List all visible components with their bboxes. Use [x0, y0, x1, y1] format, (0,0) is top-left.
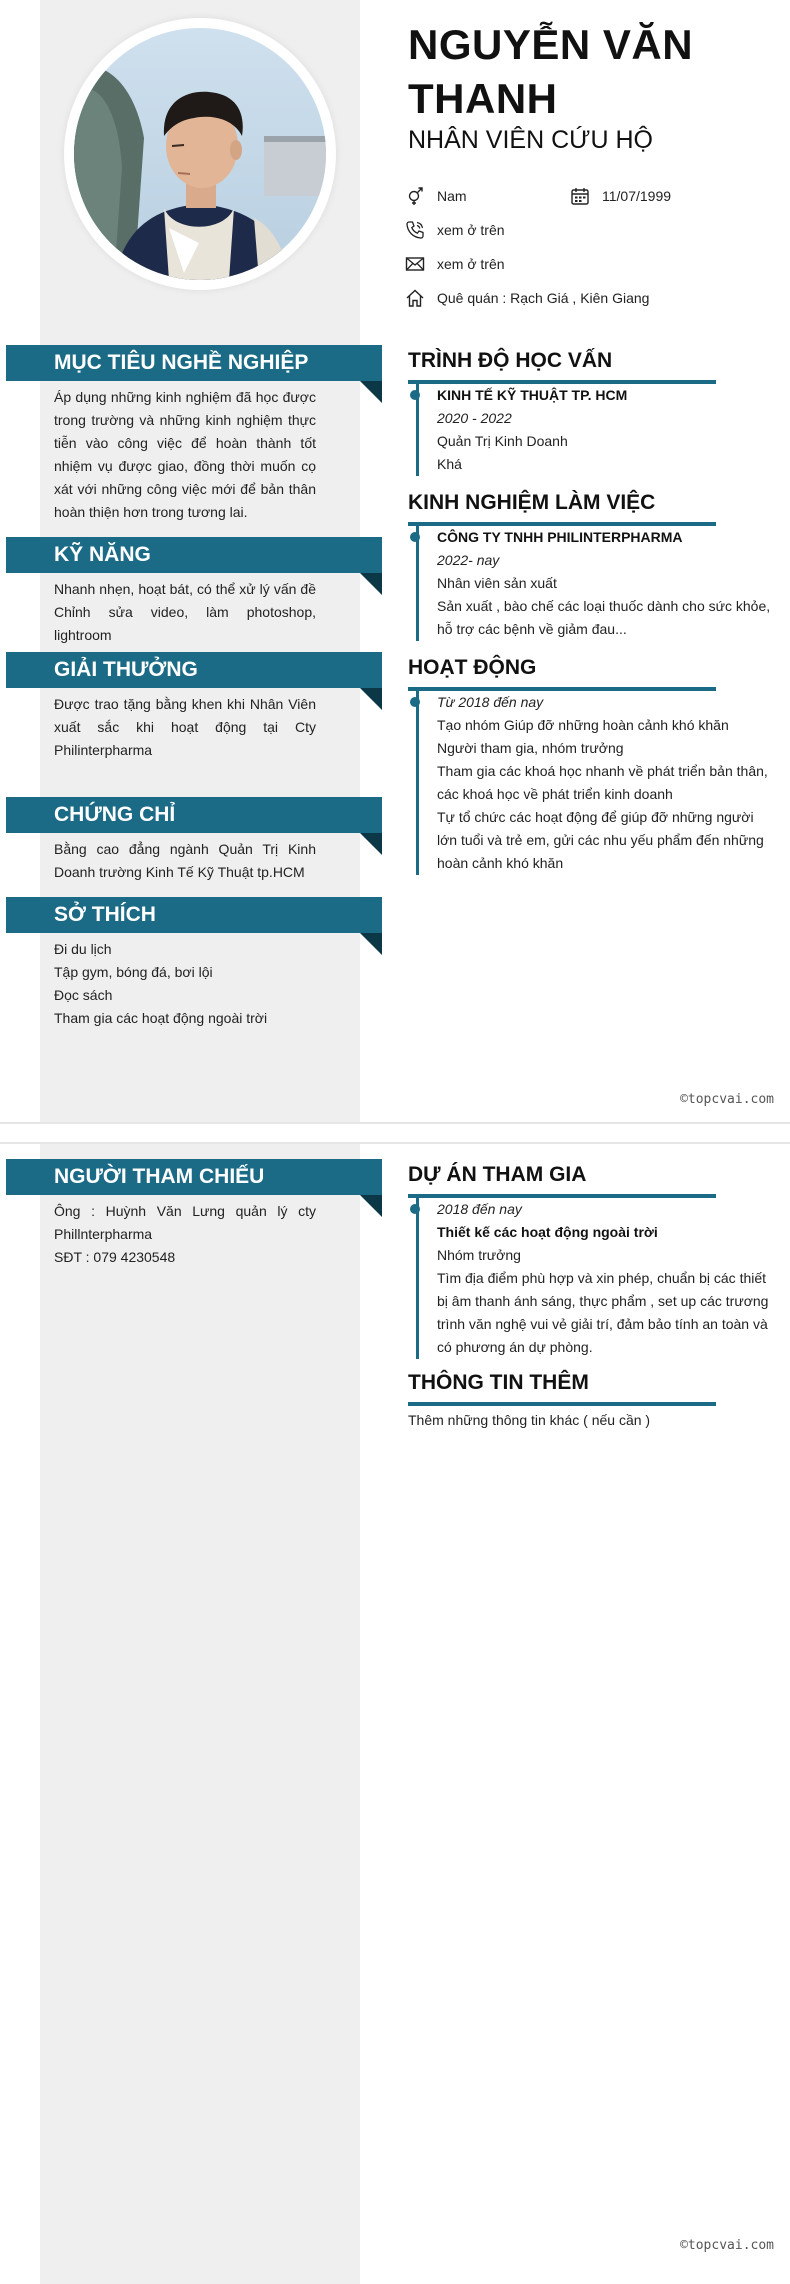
timeline-dot	[410, 532, 420, 542]
timeline-dot	[410, 1204, 420, 1214]
section-objective-title: MỤC TIÊU NGHỀ NGHIỆP	[6, 345, 382, 381]
activities-line: Tự tổ chức các hoạt động để giúp đỡ những người lớn tuổi và trẻ em, gửi các nhu yếu phẩm đến những hoàn cảnh khó khăn	[437, 809, 764, 871]
timeline-dot	[410, 390, 420, 400]
portrait-illustration	[74, 28, 326, 280]
ribbon-fold	[360, 833, 382, 855]
section-awards-title: GIẢI THƯỞNG	[6, 652, 382, 688]
gender-row	[405, 186, 467, 206]
phone-icon	[405, 220, 425, 240]
activities-line: Tạo nhóm Giúp đỡ những hoàn cảnh khó khăn	[437, 717, 729, 733]
project-description: Tìm địa điểm phù hợp và xin phép, chuẩn bị các thiết bị âm thanh ánh sáng, thực phẩm , set up các trương trình văn nghệ vui vẻ giải trí, đảm bảo tính an toàn và có phương án dự phòng.	[437, 1270, 769, 1355]
education-school: KINH TẾ KỸ THUẬT TP. HCM	[437, 387, 628, 403]
avatar	[64, 18, 336, 290]
section-skills-title: KỸ NĂNG	[6, 537, 382, 573]
section-certificates-title: CHỨNG CHỈ	[6, 797, 382, 833]
gender-value: Nam	[437, 188, 467, 204]
project-entry	[416, 1198, 774, 1359]
experience-company: CÔNG TY TNHH PHILINTERPHARMA	[437, 529, 683, 545]
references-text	[54, 1200, 316, 1269]
timeline-dot	[410, 697, 420, 707]
cv-page-1	[0, 0, 790, 1124]
experience-position: Nhân viên sản xuất	[437, 575, 557, 591]
section-hobbies-title: SỞ THÍCH	[6, 897, 382, 933]
hobby-item: Đi du lịch	[54, 941, 112, 957]
awards-text: Được trao tặng bằng khen khi Nhân Viên xuất sắc khi hoạt động tại Cty Philinterpharma	[54, 696, 316, 758]
gender-icon	[405, 186, 425, 206]
education-grade: Khá	[437, 456, 462, 472]
education-major: Quản Trị Kinh Doanh	[437, 433, 568, 449]
cv-page-2	[0, 1142, 790, 2284]
email-value: xem ở trên	[437, 256, 505, 272]
project-period: 2018 đến nay	[437, 1201, 522, 1217]
section-projects-title: DỰ ÁN THAM GIA	[408, 1162, 716, 1198]
job-title: NHÂN VIÊN CỨU HỘ	[408, 126, 653, 154]
objective-text: Áp dụng những kinh nghiệm đã học được trong trường và những kinh nghiệm thực tiễn vào công việc để hoàn thành tốt nhiệm vụ được giao, đồng thời muốn cọ xát với những công việc mới để bản thân hoàn thiện hơn trong tương lai.	[54, 389, 316, 520]
ribbon-fold	[360, 573, 382, 595]
hometown-row	[405, 288, 649, 308]
phone-value: xem ở trên	[437, 222, 505, 238]
experience-description: Sản xuất , bào chế các loại thuốc dành cho sức khỏe, hỗ trợ các bệnh về giảm đau...	[437, 598, 771, 637]
calendar-icon	[570, 186, 590, 206]
hobby-item: Đọc sách	[54, 987, 113, 1003]
experience-entry	[416, 526, 774, 641]
email-row	[405, 254, 505, 274]
avatar-photo	[74, 28, 326, 280]
section-experience-title: KINH NGHIỆM LÀM VIỆC	[408, 490, 716, 526]
education-entry	[416, 384, 774, 476]
candidate-name: NGUYỄN VĂN THANH	[408, 21, 694, 122]
section-references-title: NGƯỜI THAM CHIẾU	[6, 1159, 382, 1195]
activities-line: Tham gia các khoá học nhanh về phát triển bản thân, các khoá học về phát triển kinh doanh	[437, 763, 768, 802]
section-extra-title: THÔNG TIN THÊM	[408, 1370, 716, 1406]
activities-line: Người tham gia, nhóm trưởng	[437, 740, 624, 756]
experience-period: 2022- nay	[437, 552, 500, 568]
extra-text: Thêm những thông tin khác ( nếu cần )	[408, 1412, 651, 1428]
ribbon-fold	[360, 1195, 382, 1217]
hobbies-list	[54, 938, 316, 1030]
email-icon	[405, 254, 425, 274]
birthdate-row	[570, 186, 671, 206]
certificates-text: Bằng cao đẳng ngành Quản Trị Kinh Doanh trường Kinh Tế Kỹ Thuật tp.HCM	[54, 841, 316, 880]
activities-period: Từ 2018 đến nay	[437, 694, 544, 710]
watermark: ©topcvai.com	[680, 1092, 774, 1107]
reference-phone: SĐT : 079 4230548	[54, 1249, 176, 1265]
reference-line: Ông : Huỳnh Văn Lưng quản lý cty Phillnterpharma	[54, 1203, 316, 1242]
birthdate-value: 11/07/1999	[602, 188, 672, 204]
ribbon-fold	[360, 381, 382, 403]
section-activities-title: HOẠT ĐỘNG	[408, 655, 716, 691]
project-role: Nhóm trưởng	[437, 1247, 521, 1263]
skills-text: Nhanh nhẹn, hoạt bát, có thể xử lý vấn đề Chỉnh sửa video, làm photoshop, lightroom	[54, 581, 316, 643]
sidebar-background	[40, 1144, 360, 2284]
ribbon-fold	[360, 688, 382, 710]
phone-row	[405, 220, 505, 240]
home-icon	[405, 288, 425, 308]
hometown-value: Quê quán : Rạch Giá , Kiên Giang	[437, 290, 650, 306]
project-name: Thiết kế các hoạt động ngoài trời	[437, 1224, 658, 1240]
hobby-item: Tập gym, bóng đá, bơi lội	[54, 964, 213, 980]
section-education-title: TRÌNH ĐỘ HỌC VẤN	[408, 348, 716, 384]
hobby-item: Tham gia các hoạt động ngoài trời	[54, 1010, 268, 1026]
watermark: ©topcvai.com	[680, 2238, 774, 2253]
education-period: 2020 - 2022	[437, 410, 512, 426]
activities-entry	[416, 691, 774, 875]
ribbon-fold	[360, 933, 382, 955]
